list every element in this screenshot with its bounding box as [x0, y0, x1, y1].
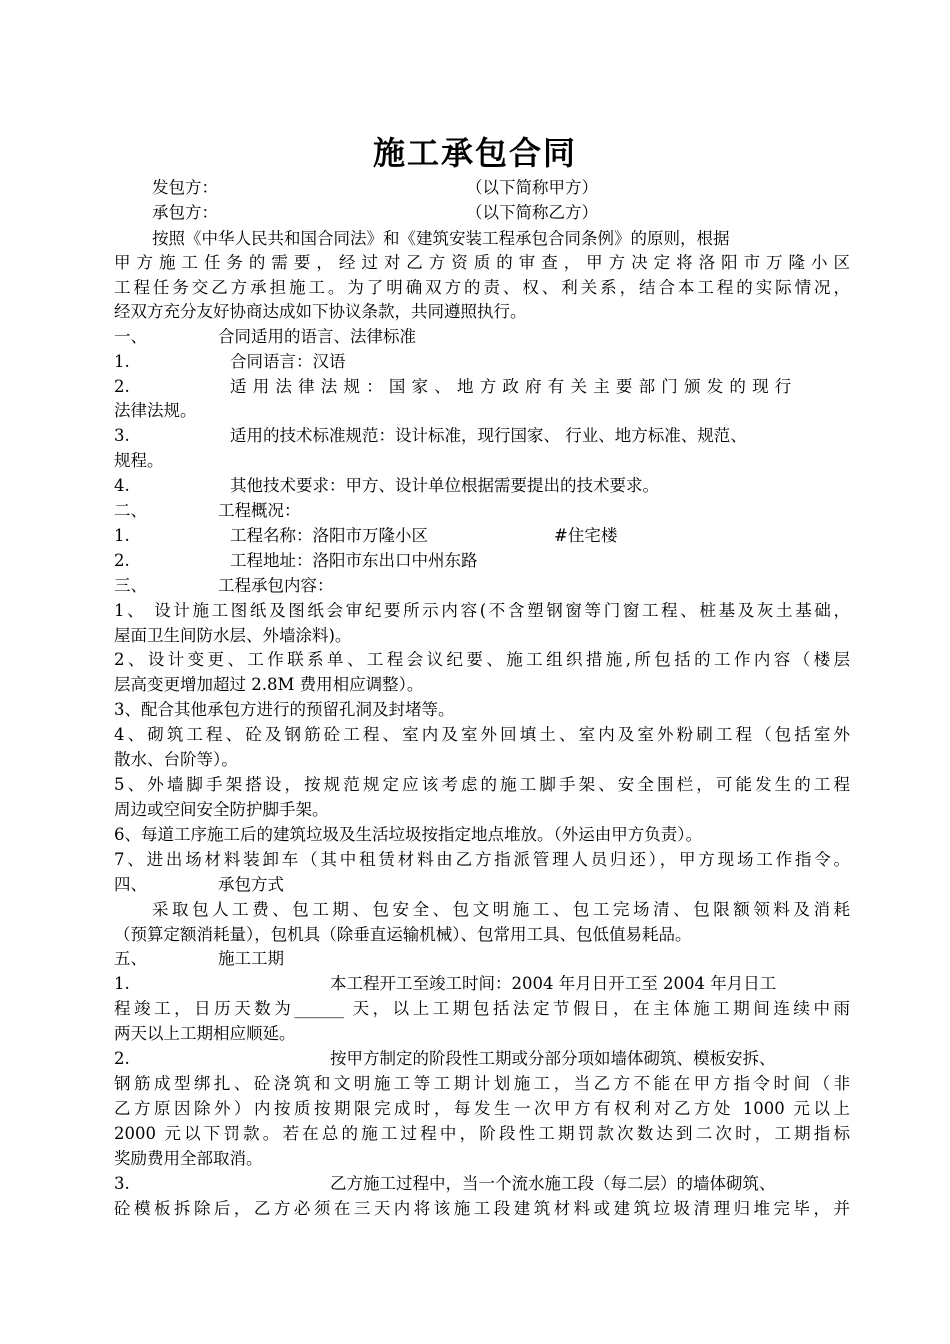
employer-note: （以下简称甲方） — [466, 178, 598, 197]
content-line: 层高变更增加超过 2.8M 费用相应调整）。 — [114, 675, 424, 694]
employer-label: 发包方： — [152, 178, 218, 197]
item-continuation: 法律法规。 — [114, 401, 197, 420]
section-number: 三、 — [114, 576, 147, 595]
content-line: 两天以上工期相应顺延。 — [114, 1024, 296, 1043]
content-line: 3、配合其他承包方进行的预留孔洞及封堵等。 — [114, 700, 455, 719]
item-text: 适用的技术标准规范：设计标准，现行国家、 行业、地方标准、规范、 — [230, 426, 747, 445]
content-line: 7、进出场材料装卸车（其中租赁材料由乙方指派管理人员归还），甲方现场工作指令。 — [114, 850, 850, 869]
building-number: #住宅楼 — [554, 526, 618, 545]
section-number: 一、 — [114, 327, 147, 346]
preamble-line: 经双方充分友好协商达成如下协议条款，共同遵照执行。 — [114, 302, 527, 321]
content-line: 奖励费用全部取消。 — [114, 1149, 263, 1168]
section-number: 四、 — [114, 875, 147, 894]
preamble-line: 甲方施工任务的需要，经过对乙方资质的审查，甲方决定将洛阳市万隆小区 — [114, 253, 850, 272]
contractor-note: （以下简称乙方） — [466, 203, 598, 222]
content-line: （预算定额消耗量），包机具（除垂直运输机械）、包常用工具、包低值易耗品。 — [114, 925, 692, 944]
section-number: 五、 — [114, 949, 147, 968]
content-line: 程竣工，日历天数为______ 天，以上工期包括法定节假日，在主体施工期间连续中雨 — [114, 999, 850, 1018]
content-line: 6、每道工序施工后的建筑垃圾及生活垃圾按指定地点堆放。（外运由甲方负责）。 — [114, 825, 702, 844]
item-continuation: 规程。 — [114, 451, 164, 470]
content-line: 散水、台阶等）。 — [114, 750, 238, 769]
contractor-label: 承包方： — [152, 203, 218, 222]
item-number: 4. — [114, 476, 130, 495]
content-line: 屋面卫生间防水层、外墙涂料)。 — [114, 626, 352, 645]
content-line: 钢筋成型绑扎、砼浇筑和文明施工等工期计划施工，当乙方不能在甲方指令时间（非 — [114, 1074, 850, 1093]
item-number: 2. — [114, 1049, 130, 1068]
content-line: 砼模板拆除后，乙方必须在三天内将该施工段建筑材料或建筑垃圾清理归堆完毕，并 — [114, 1199, 850, 1218]
content-line: 1、 设计施工图纸及图纸会审纪要所示内容(不含塑钢窗等门窗工程、桩基及灰土基础， — [114, 601, 850, 620]
content-line: 乙方原因除外）内按质按期限完成时，每发生一次甲方有权利对乙方处 1000 元以上 — [114, 1099, 850, 1118]
item-text: 其他技术要求：甲方、设计单位根据需要提出的技术要求。 — [230, 476, 659, 495]
content-line: 2000 元以下罚款。若在总的施工过程中，阶段性工期罚款次数达到二次时，工期指标 — [114, 1124, 850, 1143]
item-text: 工程地址：洛阳市东出口中州东路 — [230, 551, 478, 570]
item-text: 工程名称：洛阳市万隆小区 — [230, 526, 428, 545]
document-title: 施工承包合同 — [372, 134, 577, 172]
item-number: 1. — [114, 352, 130, 371]
item-number: 1. — [114, 526, 130, 545]
section-number: 二、 — [114, 501, 147, 520]
section-title: 合同适用的语言、法律标准 — [218, 327, 416, 346]
section-title: 工程概况： — [218, 501, 301, 520]
content-line: 周边或空间安全防护脚手架。 — [114, 800, 329, 819]
content-line: 2、设计变更、工作联系单、工程会议纪要、施工组织措施,所包括的工作内容（楼层 — [114, 650, 850, 669]
content-line: 5、外墙脚手架搭设，按规范规定应该考虑的施工脚手架、安全围栏，可能发生的工程 — [114, 775, 850, 794]
item-text: 合同语言：汉语 — [230, 352, 346, 371]
preamble-line: 按照《中华人民共和国合同法》和《建筑安装工程承包合同条例》的原则，根据 — [152, 229, 730, 248]
item-text: 按甲方制定的阶段性工期或分部分项如墙体砌筑、模板安拆、 — [330, 1049, 776, 1068]
item-text: 乙方施工过程中，当一个流水施工段（每二层）的墙体砌筑、 — [330, 1174, 776, 1193]
item-text: 本工程开工至竣工时间：2004 年月日开工至 2004 年月日工 — [330, 974, 777, 993]
item-number: 2. — [114, 377, 130, 396]
section-title: 工程承包内容： — [218, 576, 334, 595]
item-number: 3. — [114, 426, 130, 445]
section-title: 承包方式 — [218, 875, 284, 894]
preamble-line: 工程任务交乙方承担施工。为了明确双方的责、权、利关系，结合本工程的实际情况， — [114, 278, 850, 297]
content-line: 4、砌筑工程、砼及钢筋砼工程、室内及室外回填土、室内及室外粉刷工程（包括室外 — [114, 725, 850, 744]
item-number: 3. — [114, 1174, 130, 1193]
content-line: 采取包人工费、包工期、包安全、包文明施工、包工完场清、包限额领料及消耗 — [152, 900, 850, 919]
item-text: 适用法律法规：国家、地方政府有关主要部门颁发的现行 — [230, 377, 798, 396]
item-number: 2. — [114, 551, 130, 570]
section-title: 施工工期 — [218, 949, 284, 968]
item-number: 1. — [114, 974, 130, 993]
